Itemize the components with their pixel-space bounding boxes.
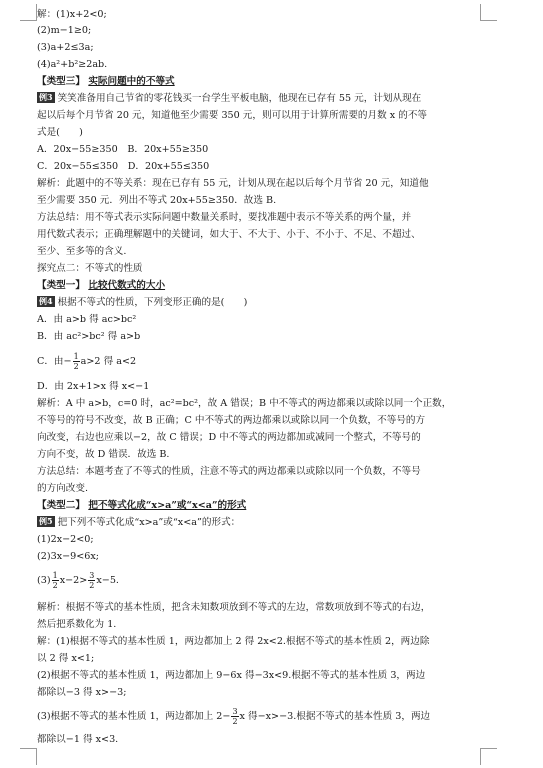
answer-line: (2)m−1≥0; xyxy=(37,25,92,36)
answer-line: 都除以−1 得 x<3. xyxy=(37,734,119,745)
fraction: $\frac{1}{2}$ xyxy=(52,571,58,590)
analysis-line: 解析：根据不等式的基本性质，把含未知数项放到不等式的左边，常数项放到不等式的右边， xyxy=(37,602,431,613)
method-line: 的方向改变. xyxy=(37,483,89,494)
example-badge: 例3 xyxy=(39,92,53,102)
example-badge: 例5 xyxy=(39,516,53,526)
answer-line: 都除以−3 得 x>−3; xyxy=(37,687,127,698)
choice-line: A．由 a>b 得 ac>bc² xyxy=(37,314,137,325)
method-line: 方法总结：本题考查了不等式的性质，注意不等式的两边都乘以或除以同一个负数，不等号 xyxy=(37,466,421,477)
analysis-line: 不等号的符号不改变，故 B 正确；C 中不等式的两边都乘以或除以同一个负数，不等号的方 xyxy=(37,415,426,426)
choice-line: C．20x−55≤350 D．20x+55≤350 xyxy=(37,161,210,172)
analysis-line: 至少需要 350 元．列出不等式 20x+55≥350．故选 B. xyxy=(37,195,277,206)
choice-line: A．20x−55≥350 B．20x+55≥350 xyxy=(37,144,209,155)
problem-line: (1)2x−2<0; xyxy=(37,534,94,545)
example-line: 例4 根据不等式的性质，下列变形正确的是( ) xyxy=(39,296,248,308)
fraction: $\frac{3}{2}$ xyxy=(89,571,95,590)
answer-line: 以 2 得 x<1; xyxy=(37,653,95,664)
section-heading: 【类型二】 把不等式化成“x>a”或“x<a”的形式 xyxy=(37,500,247,511)
choice-line: B．由 ac²>bc² 得 a>b xyxy=(37,331,141,342)
section-heading: 【类型一】 比较代数式的大小 xyxy=(37,280,166,291)
analysis-line: 然后把系数化为 1. xyxy=(37,619,117,630)
section-title: 探究点二：不等式的性质 xyxy=(37,263,143,274)
method-line: 用代数式表示；正确理解题中的关键词，如大于、不大于、小于、不小于、不足、不超过、 xyxy=(37,229,421,240)
crop-mark-bottom-left xyxy=(20,748,37,765)
analysis-line: 向改变，右边也应乘以−2，故 C 错误；D 中不等式的两边都加或减同一个整式，不等号的 xyxy=(37,432,421,443)
answer-line: (3)a+2≤3a; xyxy=(37,42,94,53)
answer-line: 解：(1)x+2<0; xyxy=(37,9,107,20)
example-line: 起以后每个月节省 20 元，知道他至少需要 350 元，则可以用于计算所需要的月数 x 的不等 xyxy=(37,110,428,121)
problem-line: (3) $\frac{1}{2}$ x−2> $\frac{3}{2}$ x−5. xyxy=(37,571,119,590)
crop-mark-bottom-right xyxy=(480,748,497,765)
problem-line: (2)3x−9<6x; xyxy=(37,551,100,562)
answer-line: (4)a²+b²≥2ab. xyxy=(37,59,108,70)
example-line: 例5 把下列不等式化成“x>a”或“x<a”的形式： xyxy=(39,516,241,528)
method-line: 方法总结：用不等式表示实际问题中数量关系时，要找准题中表示不等关系的两个量，并 xyxy=(37,212,412,223)
fraction: $\frac{3}{2}$ xyxy=(232,707,238,726)
example-badge: 例4 xyxy=(39,296,53,306)
section-heading: 【类型三】 实际问题中的不等式 xyxy=(37,76,175,87)
fraction: $\frac{1}{2}$ xyxy=(73,352,79,371)
answer-line: 解：(1)根据不等式的基本性质 1，两边都加上 2 得 2x<2.根据不等式的基本性质 2，两边除 xyxy=(37,636,430,647)
method-line: 至少、至多等的含义. xyxy=(37,246,127,257)
analysis-line: 方向不变，故 D 错误．故选 B. xyxy=(37,449,170,460)
example-line: 例3 笑笑准备用自己节省的零花钱买一台学生平板电脑，他现在已存有 55 元，计划从现在 xyxy=(39,92,422,104)
answer-line: (2)根据不等式的基本性质 1，两边都加上 9−6x 得−3x<9.根据不等式的基本性质 3，两边 xyxy=(37,670,426,681)
choice-line: D．由 2x+1>x 得 x<−1 xyxy=(37,381,150,392)
answer-line: (3)根据不等式的基本性质 1，两边都加上 2− $\frac{3}{2}$ x 得−x>−3.根据不等式的基本性质 3，两边 xyxy=(37,707,431,726)
crop-mark-top-left xyxy=(20,4,37,21)
analysis-line: 解析：此题中的不等关系：现在已存有 55 元，计划从现在起以后每个月节省 20 元，知道他 xyxy=(37,178,429,189)
example-line: 式是( ) xyxy=(37,127,83,138)
choice-line: C．由− $\frac{1}{2}$ a>2 得 a<2 xyxy=(37,352,137,371)
analysis-line: 解析：A 中 a>b，c=0 时，ac²=bc²，故 A 错误；B 中不等式的两边都乘以或除以同一个正数， xyxy=(37,398,452,409)
